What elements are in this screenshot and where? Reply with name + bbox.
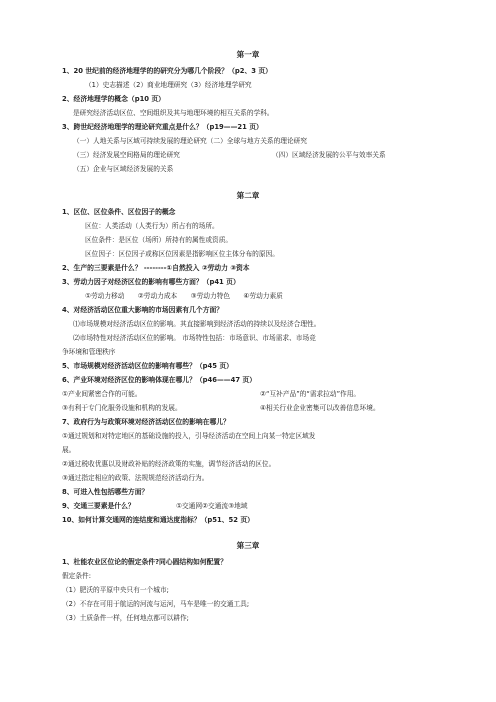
ch2-answer-7-line3: ③通过指定相应的政策、法规规范经济活动行为。 (62, 474, 209, 482)
ch2-answer-1-line1: 区位：人类活动（人类行为）所占有的场所。 (85, 222, 219, 230)
ch1-answer-1: （1）史志描述（2）商业地理研究（3）经济地理学研究 (85, 81, 252, 89)
ch1-answer-3-line2-left: （三）经济发展空间格局的理论研究 (73, 151, 180, 159)
ch1-answer-3-line1: （一）人地关系与区域可持续发展的理论研究（二）全球与地方关系的理论研究 (73, 137, 308, 145)
ch2-question-8: 8、可进入性包括哪些方面？ (62, 488, 149, 496)
chapter-1-title: 第一章 (236, 50, 260, 59)
ch2-question-5: 5、市场规模对经济活动区位的影响有哪些？（p45 页） (62, 362, 233, 370)
ch2-question-1: 1、区位、区位条件、区位因子的概念 (62, 208, 176, 216)
ch2-answer-9: ①交通网②交通流③地域 (176, 502, 248, 510)
ch2-question-10: 10、如何计算交通网的连结度和通达度指标？（p51、52 页） (62, 516, 254, 524)
ch1-answer-3-line2-right: （四）区域经济发展的公平与效率关系 (272, 151, 386, 159)
ch2-question-4: 4、对经济活动区位重大影响的市场因素有几个方面？ (62, 306, 224, 314)
ch2-answer-6-line1-right: ②“互补产品”的“需求拉动”作用。 (260, 390, 361, 398)
ch3-answer-line3: （3）土质条件一样，任何地点都可以耕作; (62, 614, 189, 622)
ch1-question-2: 2、经济地理学的概念（p10 页） (62, 95, 165, 103)
ch3-answer-line2: （2）不存在可用于航运的河流与运河，马车是唯一的交通工具; (62, 600, 250, 608)
ch3-answer-intro: 假定条件: (62, 572, 92, 580)
ch2-answer-1-line2: 区位条件：是区位（场所）所持有的属性或资质。 (85, 236, 233, 244)
chapter-3-title: 第三章 (236, 541, 260, 550)
ch2-answer-3: ①劳动力移动 ②劳动力成本 ③劳动力特色 ④劳动力素质 (85, 292, 283, 300)
ch2-answer-4-line2: ⑵市场特性对经济活动区位的影响。 市场特性包括：市场意识、市场需求、市场竞 (73, 334, 316, 342)
ch2-question-3: 3、劳动力因子对经济区位的影响有哪些方面？（p41 页） (62, 278, 240, 286)
ch2-answer-1-line3: 区位因子：区位因子或称区位因素是指影响区位主体分布的原因。 (85, 250, 279, 258)
ch2-answer-7-line1: ①通过规划和对特定地区的基础设施的投入，引导经济活动在空间上向某一特定区域发 (62, 432, 316, 440)
ch1-answer-2: 是研究经济活动区位、空间组织及其与地理环境的相互关系的学科。 (73, 109, 274, 117)
ch1-question-1: 1、20 世纪前的经济地理学的的研究分为哪几个阶段？（p2、3 页） (62, 67, 272, 75)
ch2-question-7: 7、政府行为与政策环境对经济活动区位的影响在哪儿？ (62, 418, 230, 426)
ch3-answer-line1: （1）肥沃的平原中央只有一个城市; (62, 586, 169, 594)
ch2-answer-4-line1: ⑴市场规模对经济活动区位的影响。其直接影响到经济活动的持续以及经济合理性。 (73, 320, 321, 328)
chapter-2-title: 第二章 (236, 191, 260, 200)
ch1-answer-3-line3: （五）企业与区域经济发展的关系 (73, 165, 174, 173)
ch2-answer-4-line3: 争环境和管理秩序 (62, 348, 116, 356)
ch3-question-1: 1、杜能农业区位论的假定条件?同心圆结构如何配置？ (62, 558, 227, 566)
ch2-answer-6-line2-left: ③有利于专门化服务设施和机构的发展。 (62, 404, 182, 412)
ch2-question-6: 6、产业环境对经济区位的影响体现在哪儿？（p46——47 页） (62, 376, 257, 384)
ch2-answer-6-line2-right: ④相关行业企业密集可以改善信息环境。 (260, 404, 380, 412)
ch1-question-3: 3、跨世纪经济地理学的理论研究重点是什么？（p19——21 页） (62, 123, 263, 131)
ch2-answer-6-line1-left: ①产业间紧密合作的可能。 (62, 390, 142, 398)
ch2-question-9: 9、交通三要素是什么？ (62, 502, 135, 510)
ch2-answer-7-line1-cont: 展。 (62, 446, 76, 454)
ch2-answer-7-line2: ②通过税收优惠以及财政补贴的经济政策的实施，调节经济活动的区位。 (62, 460, 276, 468)
ch2-question-2: 2、生产的三要素是什么？ --------①自然投入 ②劳动力 ③资本 (62, 264, 250, 272)
